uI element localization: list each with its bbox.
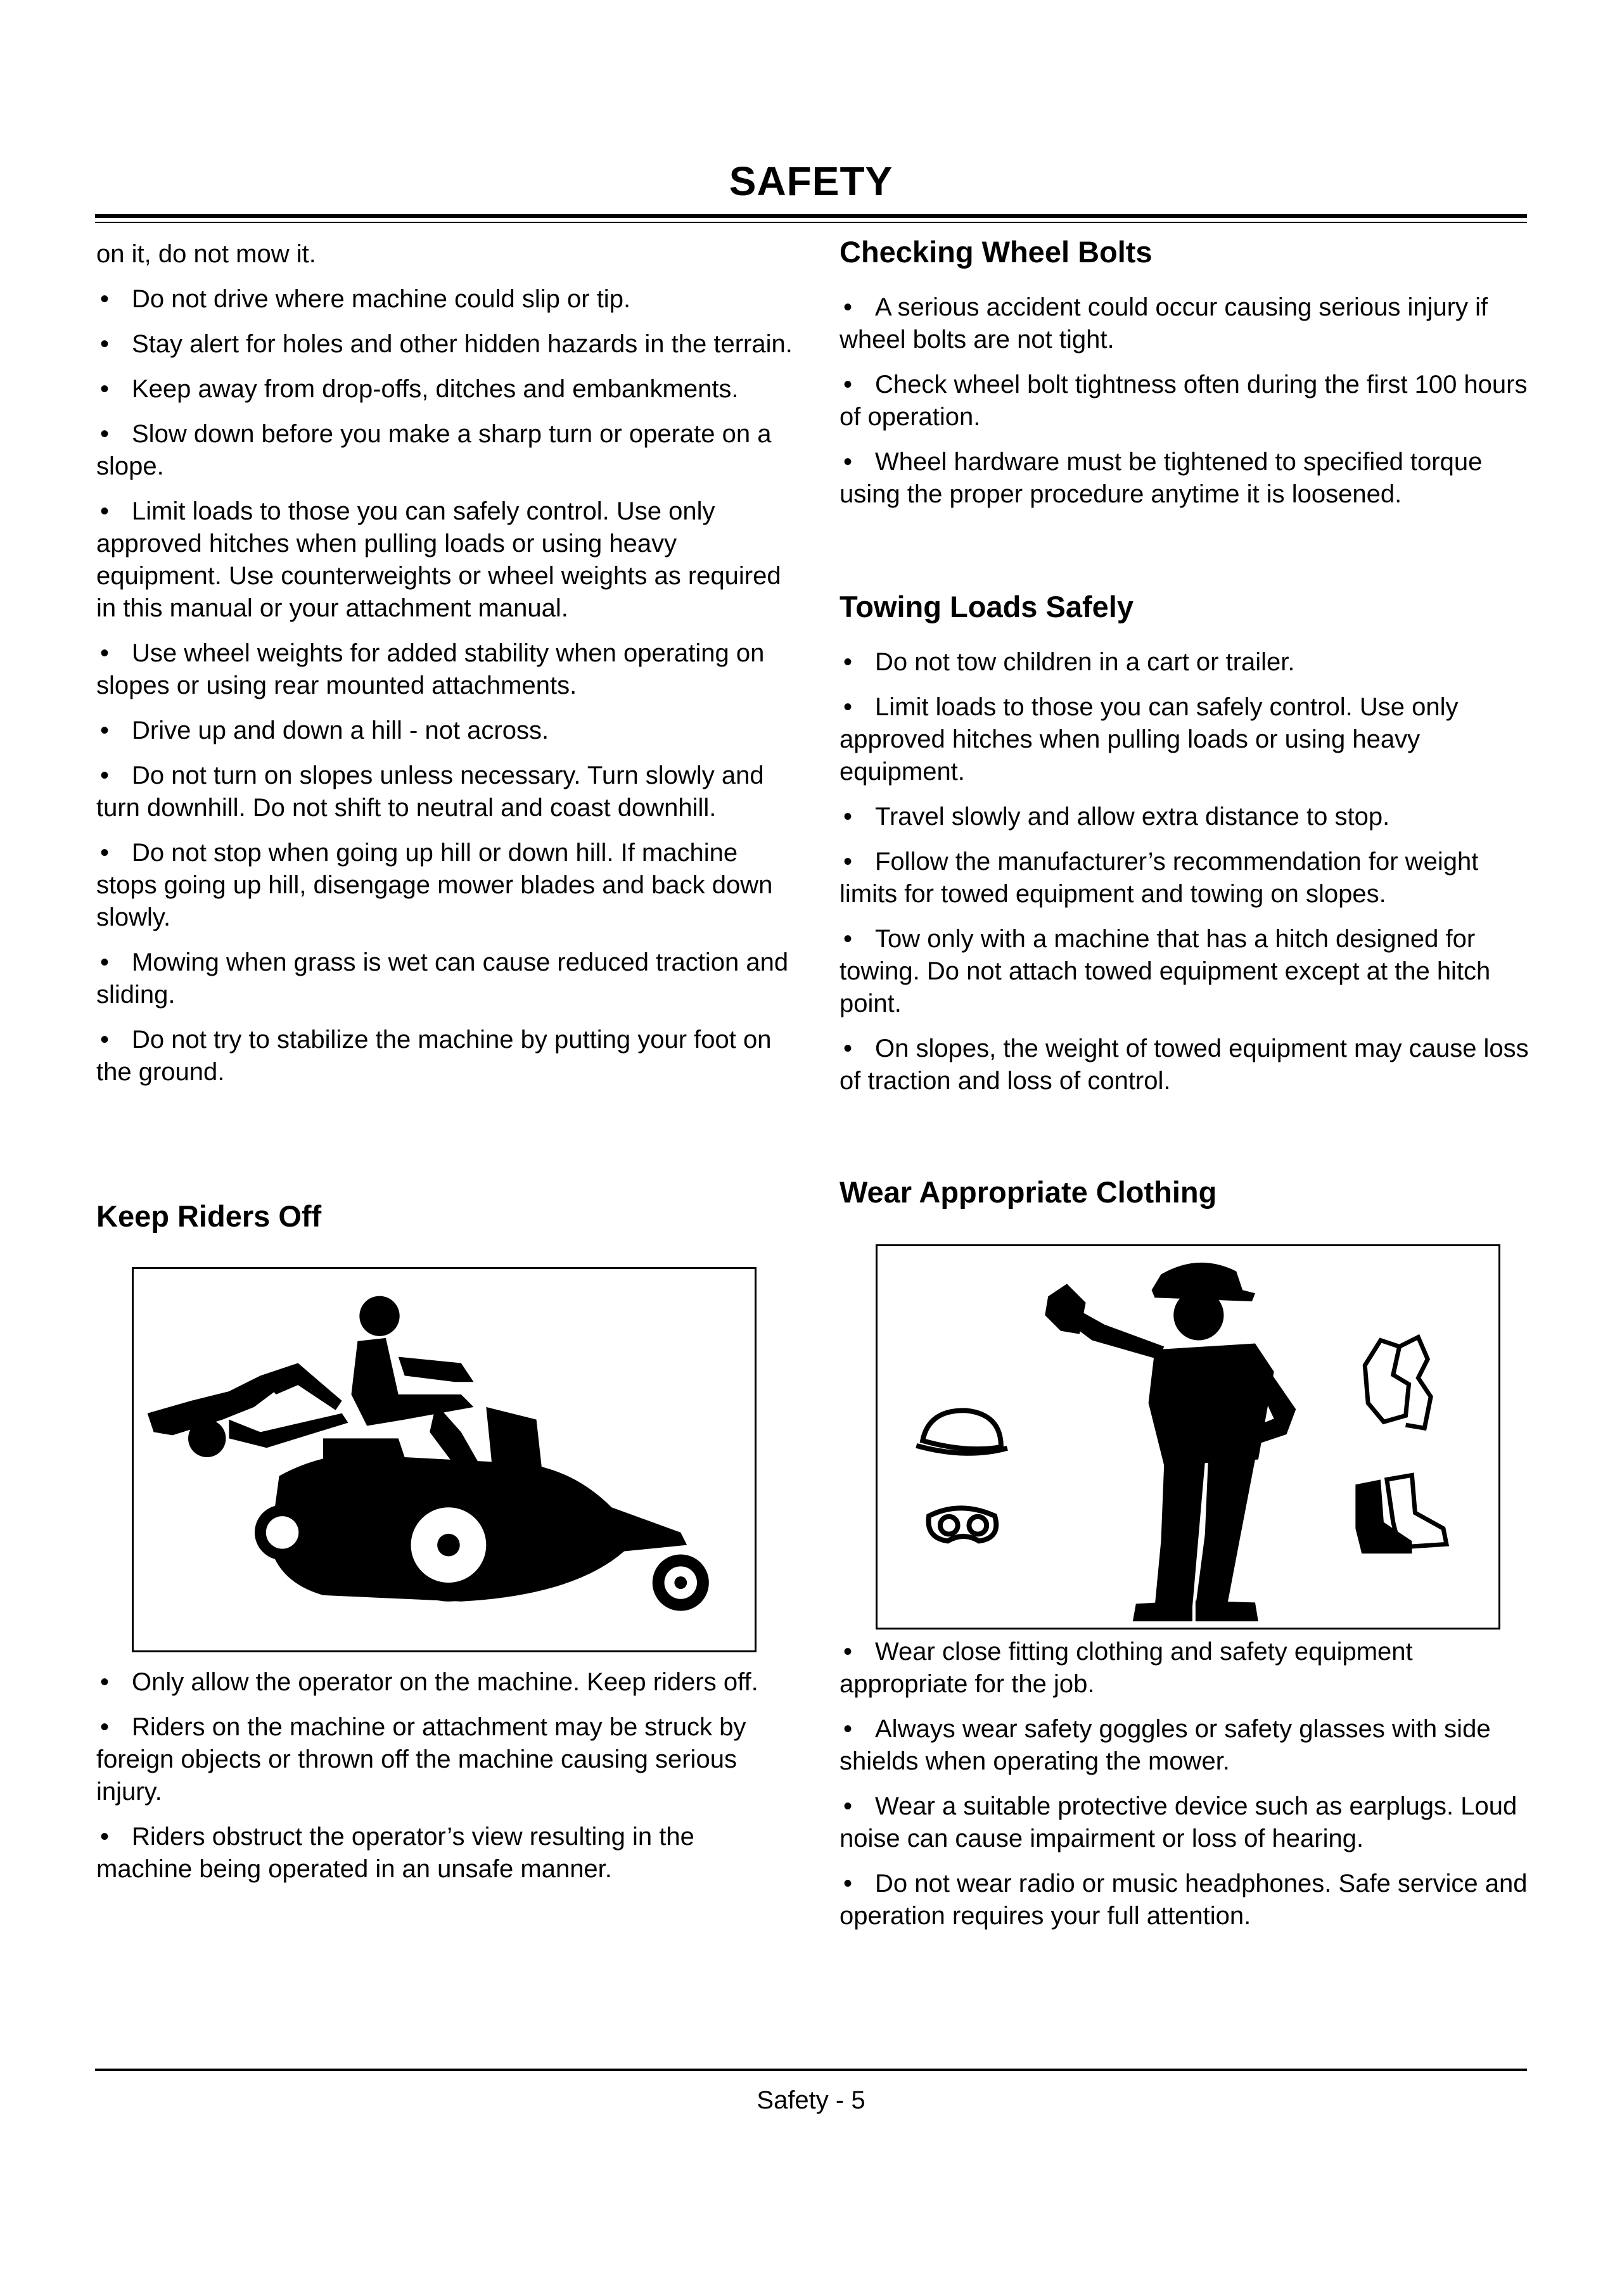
clothing-list (840, 1636, 1530, 1945)
bullet-icon: • (843, 293, 853, 321)
header-rule-thin (95, 222, 1527, 223)
list-item: • Wheel hardware must be tightened to specified torque using the proper procedure anytime it is loosened. (840, 446, 1530, 511)
list-item: • Do not drive where machine could slip or tip. (96, 283, 793, 316)
heading-towing-loads-safely: Towing Loads Safely (840, 590, 1133, 623)
bullet-icon: • (843, 1715, 853, 1743)
left-hazard-list (96, 238, 793, 1101)
list-item: • Wear close fitting clothing and safety equipment appropriate for the job. (840, 1636, 1530, 1700)
list-item: • Riders obstruct the operator’s view resulting in the machine being operated in an unsafe manner. (96, 1821, 793, 1885)
bullet-icon: • (843, 1035, 853, 1062)
bullet-icon: • (843, 371, 853, 399)
intro-text: on it, do not mow it. (96, 240, 316, 268)
bullet-icon: • (100, 285, 110, 313)
list-item: • Wear a suitable protective device such as earplugs. Loud noise can cause impairment or loss of hearing. (840, 1790, 1530, 1855)
list-item: • Do not tow children in a cart or trailer. (840, 646, 1530, 679)
bullet-icon: • (100, 375, 110, 403)
list-item: • Drive up and down a hill - not across. (96, 715, 793, 747)
riders-illustration (132, 1267, 757, 1652)
bullet-icon: • (843, 925, 853, 953)
bullet-icon: • (843, 803, 853, 831)
bullet-icon: • (100, 639, 110, 667)
bullet-icon: • (100, 1026, 110, 1054)
list-item: • Mowing when grass is wet can cause reduced traction and sliding. (96, 947, 793, 1011)
list-item: • A serious accident could occur causing serious injury if wheel bolts are not tight. (840, 291, 1530, 356)
list-item: • Limit loads to those you can safely control. Use only approved hitches when pulling loads or using heavy equipment. Use counterweights or wheel weights as required in this manual or your attachment manual. (96, 495, 793, 625)
list-item: • Do not stop when going up hill or down hill. If machine stops going up hill, disengage mower blades and back down slowly. (96, 837, 793, 934)
heading-checking-wheel-bolts: Checking Wheel Bolts (840, 235, 1153, 269)
bullet-icon: • (843, 848, 853, 876)
bullet-icon: • (100, 948, 110, 976)
rider-on-mower-image (134, 1269, 755, 1650)
footer-rule (95, 2069, 1527, 2071)
bullet-icon: • (100, 1668, 110, 1696)
heading-keep-riders-off: Keep Riders Off (96, 1199, 322, 1233)
bullet-icon: • (843, 448, 853, 476)
list-item: • Use wheel weights for added stability when operating on slopes or using rear mounted attachments. (96, 637, 793, 702)
bullet-icon: • (100, 1713, 110, 1741)
bullet-icon: • (843, 693, 853, 721)
bullet-icon: • (100, 1823, 110, 1851)
list-item: • Riders on the machine or attachment may be struck by foreign objects or thrown off the machine causing serious injury. (96, 1711, 793, 1808)
wheel-bolts-list (840, 291, 1530, 523)
page-number: Safety - 5 (757, 2086, 865, 2114)
bullet-icon: • (100, 717, 110, 744)
bullet-icon: • (843, 1792, 853, 1820)
clothing-illustration (876, 1244, 1500, 1630)
bullet-icon: • (100, 330, 110, 358)
protective-gear-image (878, 1246, 1498, 1628)
heading-wear-appropriate-clothing: Wear Appropriate Clothing (840, 1175, 1217, 1209)
list-item: • Do not wear radio or music headphones. Safe service and operation requires your full attention. (840, 1868, 1530, 1932)
page-title: SAFETY (729, 158, 893, 204)
bullet-icon: • (843, 648, 853, 676)
list-item: • Follow the manufacturer’s recommendation for weight limits for towed equipment and towing on slopes. (840, 846, 1530, 910)
bullet-icon: • (843, 1638, 853, 1666)
list-item: • Keep away from drop-offs, ditches and embankments. (96, 373, 793, 405)
list-item: • Only allow the operator on the machine. Keep riders off. (96, 1666, 793, 1699)
bullet-icon: • (100, 497, 110, 525)
list-item: • Check wheel bolt tightness often during the first 100 hours of operation. (840, 369, 1530, 433)
bullet-icon: • (843, 1870, 853, 1897)
bullet-icon: • (100, 839, 110, 867)
list-item: • Do not try to stabilize the machine by putting your foot on the ground. (96, 1024, 793, 1088)
riders-list (96, 1666, 793, 1898)
header-rule-thick (95, 214, 1527, 218)
towing-list (840, 646, 1530, 1110)
list-item: • Tow only with a machine that has a hitch designed for towing. Do not attach towed equipment except at the hitch point. (840, 923, 1530, 1020)
list-item: • Travel slowly and allow extra distance to stop. (840, 801, 1530, 833)
list-item: • Always wear safety goggles or safety glasses with side shields when operating the mower. (840, 1713, 1530, 1778)
list-item: • Do not turn on slopes unless necessary. Turn slowly and turn downhill. Do not shift to neutral and coast downhill. (96, 760, 793, 824)
list-item: • Stay alert for holes and other hidden hazards in the terrain. (96, 328, 793, 360)
list-item: • Limit loads to those you can safely control. Use only approved hitches when pulling loads or using heavy equipment. (840, 691, 1530, 788)
bullet-icon: • (100, 762, 110, 789)
list-item: • On slopes, the weight of towed equipment may cause loss of traction and loss of control. (840, 1033, 1530, 1097)
list-item: • Slow down before you make a sharp turn or operate on a slope. (96, 418, 793, 483)
bullet-icon: • (100, 420, 110, 448)
